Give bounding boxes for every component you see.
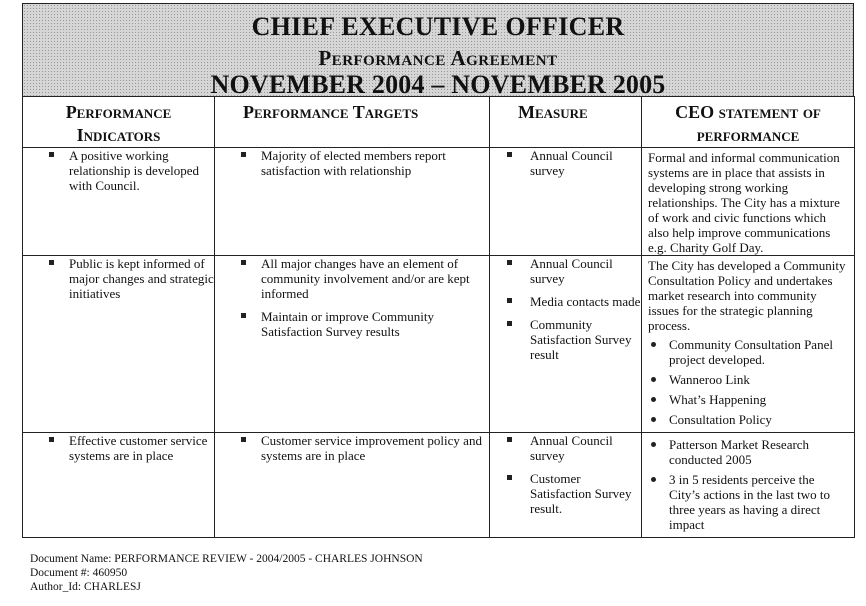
measure-item: Community Satisfaction Survey result: [490, 317, 641, 362]
statement-cell: [642, 148, 855, 256]
target-item: All major changes have an element of community involvement and/or are kept informed: [215, 256, 489, 301]
statement-text: Formal and informal communication systems are in place that assists in developing strong working relationships. The City has a mixture of work and civic functions which also help improve communications e.g. Charity Golf Day.: [648, 150, 840, 255]
document-period: NOVEMBER 2004 – NOVEMBER 2005: [210, 70, 666, 99]
statement-point: Wanneroo Link: [648, 372, 848, 387]
targets-cell: [215, 433, 490, 538]
target-item: Maintain or improve Community Satisfaction Survey results: [215, 309, 489, 339]
measure-item: Media contacts made: [490, 294, 641, 309]
document-subtitle: Performance Agreement: [318, 46, 558, 70]
column-header-indicators: Performance Indicators: [23, 97, 215, 148]
column-header-measure: Measure: [490, 97, 642, 148]
author-id: Author_Id: CHARLESJ: [30, 581, 141, 593]
measure-item: Annual Council survey: [490, 256, 641, 286]
indicator-cell: [23, 256, 215, 433]
measure-item: Customer Satisfaction Survey result.: [490, 471, 641, 516]
target-item: Customer service improvement policy and systems are in place: [215, 433, 489, 463]
measure-item: Annual Council survey: [490, 148, 641, 178]
performance-table: [22, 96, 855, 538]
indicator-cell: [23, 148, 215, 256]
indicator-text: A positive working relationship is developed with Council.: [23, 148, 214, 193]
column-header-targets: Performance Targets: [215, 97, 490, 148]
document-title: CHIEF EXECUTIVE OFFICER: [251, 12, 625, 41]
measure-item: Annual Council survey: [490, 433, 641, 463]
targets-cell: [215, 148, 490, 256]
document-name: Document Name: PERFORMANCE REVIEW - 2004/2005 - CHARLES JOHNSON: [30, 553, 423, 565]
table-row: [23, 148, 855, 256]
target-item: Majority of elected members report satisfaction with relationship: [215, 148, 489, 178]
document-footer: [30, 552, 423, 594]
statement-point: Patterson Market Research conducted 2005: [648, 437, 848, 467]
indicator-text: Effective customer service systems are in place: [23, 433, 214, 463]
indicator-cell: [23, 433, 215, 538]
statement-point: What’s Happening: [648, 392, 848, 407]
targets-cell: [215, 256, 490, 433]
column-header-statement: CEO statement of performance: [642, 97, 855, 148]
table-row: [23, 256, 855, 433]
table-header-row: [23, 97, 855, 148]
title-banner: [22, 3, 854, 97]
statement-point: Consultation Policy: [648, 412, 848, 427]
statement-point: Community Consultation Panel project developed.: [648, 337, 848, 367]
measure-cell: [490, 256, 642, 433]
statement-text: The City has developed a Community Consultation Policy and undertakes market research into community issues for the strategic planning process.: [648, 258, 846, 333]
statement-point: 3 in 5 residents perceive the City’s actions in the last two to three years as having a direct impact: [648, 472, 848, 532]
statement-cell: [642, 433, 855, 538]
table-row: [23, 433, 855, 538]
statement-cell: [642, 256, 855, 433]
measure-cell: [490, 433, 642, 538]
document-number: Document #: 460950: [30, 567, 128, 579]
measure-cell: [490, 148, 642, 256]
indicator-text: Public is kept informed of major changes and strategic initiatives: [23, 256, 214, 301]
